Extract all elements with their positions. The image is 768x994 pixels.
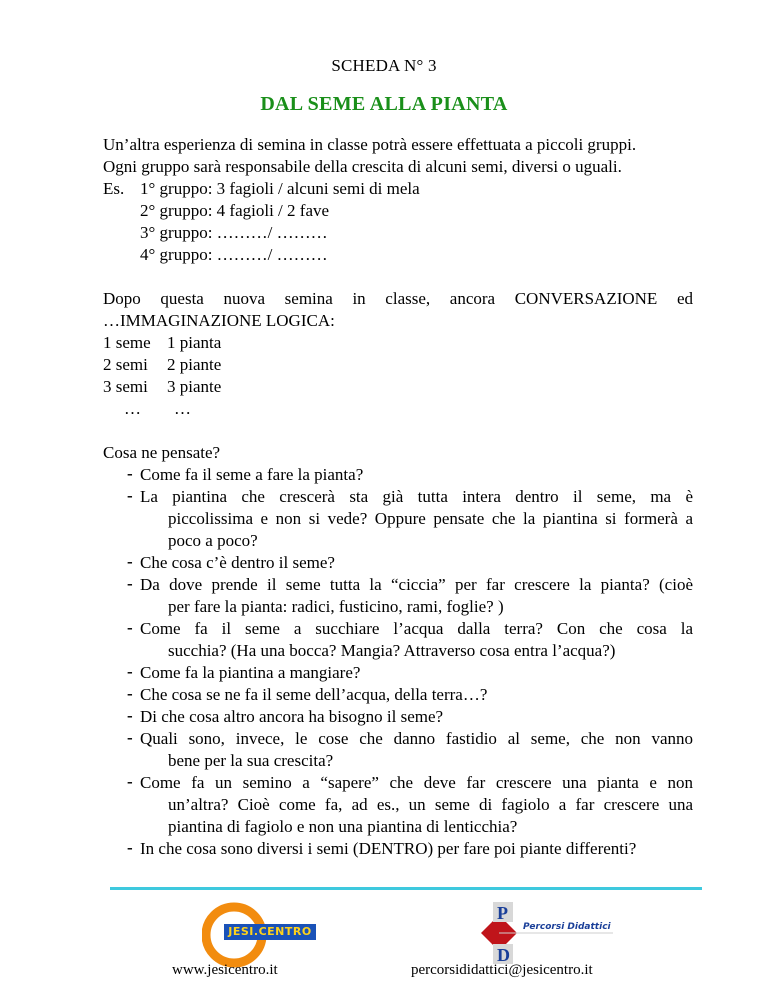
footer-website-link[interactable]: www.jesicentro.it bbox=[172, 962, 278, 978]
question-line: Quali sono, invece, le cose che danno fastidio al seme, che non vanno bbox=[140, 729, 693, 748]
group-line-3: 3° gruppo: ………/ ……… bbox=[140, 223, 328, 242]
question-line: piantina di fagiolo e non una piantina di lenticchia? bbox=[168, 817, 518, 836]
logo-letter-d: D bbox=[497, 945, 510, 964]
group-line-2: 2° gruppo: 4 fagioli / 2 fave bbox=[140, 201, 330, 220]
question-line: poco a poco? bbox=[168, 531, 258, 550]
question-line: Che cosa c’è dentro il seme? bbox=[140, 553, 335, 572]
questions-intro: Cosa ne pensate? bbox=[103, 443, 221, 462]
question-line: Da dove prende il seme tutta la “ciccia” per far crescere la pianta? (cioè bbox=[140, 575, 693, 594]
question-line: Come fa il seme a succhiare l’acqua dalla terra? Con che cosa la bbox=[140, 619, 693, 638]
question-line: Come fa la piantina a mangiare? bbox=[140, 663, 361, 682]
question-line: bene per la sua crescita? bbox=[168, 751, 334, 770]
pair-seed-2: 2 semi bbox=[103, 355, 148, 374]
dash-bullet: - bbox=[127, 706, 133, 725]
dash-bullet: - bbox=[127, 684, 133, 703]
footer-divider bbox=[110, 887, 702, 890]
question-line: Come fa un semino a “sapere” che deve far crescere una pianta e non bbox=[140, 773, 693, 792]
conversation-line-1: Dopo questa nuova semina in classe, ancora CONVERSAZIONE ed bbox=[103, 289, 693, 308]
pair-plant-1: 1 pianta bbox=[167, 333, 222, 352]
group-line-1: 1° gruppo: 3 fagioli / alcuni semi di mela bbox=[140, 179, 420, 198]
pair-seed-1: 1 seme bbox=[103, 333, 151, 352]
dash-bullet: - bbox=[127, 772, 133, 791]
dash-bullet: - bbox=[127, 574, 133, 593]
pair-seed-ellipsis: … bbox=[124, 399, 141, 418]
dash-bullet: - bbox=[127, 552, 133, 571]
dash-bullet: - bbox=[127, 728, 133, 747]
question-line: un’altra? Cioè come fa, ad es., un seme di fagiolo a far crescere una bbox=[168, 795, 693, 814]
intro-line-1: Un’altra esperienza di semina in classe potrà essere effettuata a piccoli gruppi. bbox=[103, 135, 637, 154]
pair-plant-3: 3 piante bbox=[167, 377, 222, 396]
question-line: La piantina che crescerà sta già tutta intera dentro il seme, ma è bbox=[140, 487, 693, 506]
dash-bullet: - bbox=[127, 662, 133, 681]
question-line: Di che cosa altro ancora ha bisogno il seme? bbox=[140, 707, 444, 726]
question-line: Come fa il seme a fare la pianta? bbox=[140, 465, 364, 484]
group-line-4: 4° gruppo: ………/ ……… bbox=[140, 245, 328, 264]
dash-bullet: - bbox=[127, 486, 133, 505]
pair-seed-3: 3 semi bbox=[103, 377, 148, 396]
dash-bullet: - bbox=[127, 838, 133, 857]
dash-bullet: - bbox=[127, 618, 133, 637]
percorsi-didattici-logo-icon bbox=[463, 902, 613, 964]
footer-email-link[interactable]: percorsididattici@jesicentro.it bbox=[411, 962, 593, 978]
question-line: In che cosa sono diversi i semi (DENTRO) per fare poi piante differenti? bbox=[140, 839, 637, 858]
intro-line-2: Ogni gruppo sarà responsabile della crescita di alcuni semi, diversi o uguali. bbox=[103, 157, 622, 176]
percorsi-didattici-logo-text: Percorsi Didattici bbox=[523, 922, 611, 932]
dash-bullet: - bbox=[127, 464, 133, 483]
jesi-centro-logo bbox=[202, 902, 320, 968]
question-line: succhia? (Ha una bocca? Mangia? Attraverso cosa entra l’acqua?) bbox=[168, 641, 616, 660]
question-line: per fare la pianta: radici, fusticino, rami, foglie? ) bbox=[168, 597, 504, 616]
percorsi-didattici-logo bbox=[463, 902, 613, 964]
question-line: Che cosa se ne fa il seme dell’acqua, della terra…? bbox=[140, 685, 488, 704]
example-label: Es. bbox=[103, 179, 125, 198]
page-header: SCHEDA N° 3 bbox=[331, 56, 437, 75]
pair-plant-2: 2 piante bbox=[167, 355, 222, 374]
logo-letter-p: P bbox=[497, 903, 508, 923]
jesi-centro-logo-text: JESI.CENTRO bbox=[224, 924, 316, 940]
pair-plant-ellipsis: … bbox=[174, 399, 191, 418]
conversation-line-2: …IMMAGINAZIONE LOGICA: bbox=[103, 311, 335, 330]
page-title: DAL SEME ALLA PIANTA bbox=[260, 93, 508, 115]
question-line: piccolissima e non si vede? Oppure pensate che la piantina si formerà a bbox=[168, 509, 693, 528]
